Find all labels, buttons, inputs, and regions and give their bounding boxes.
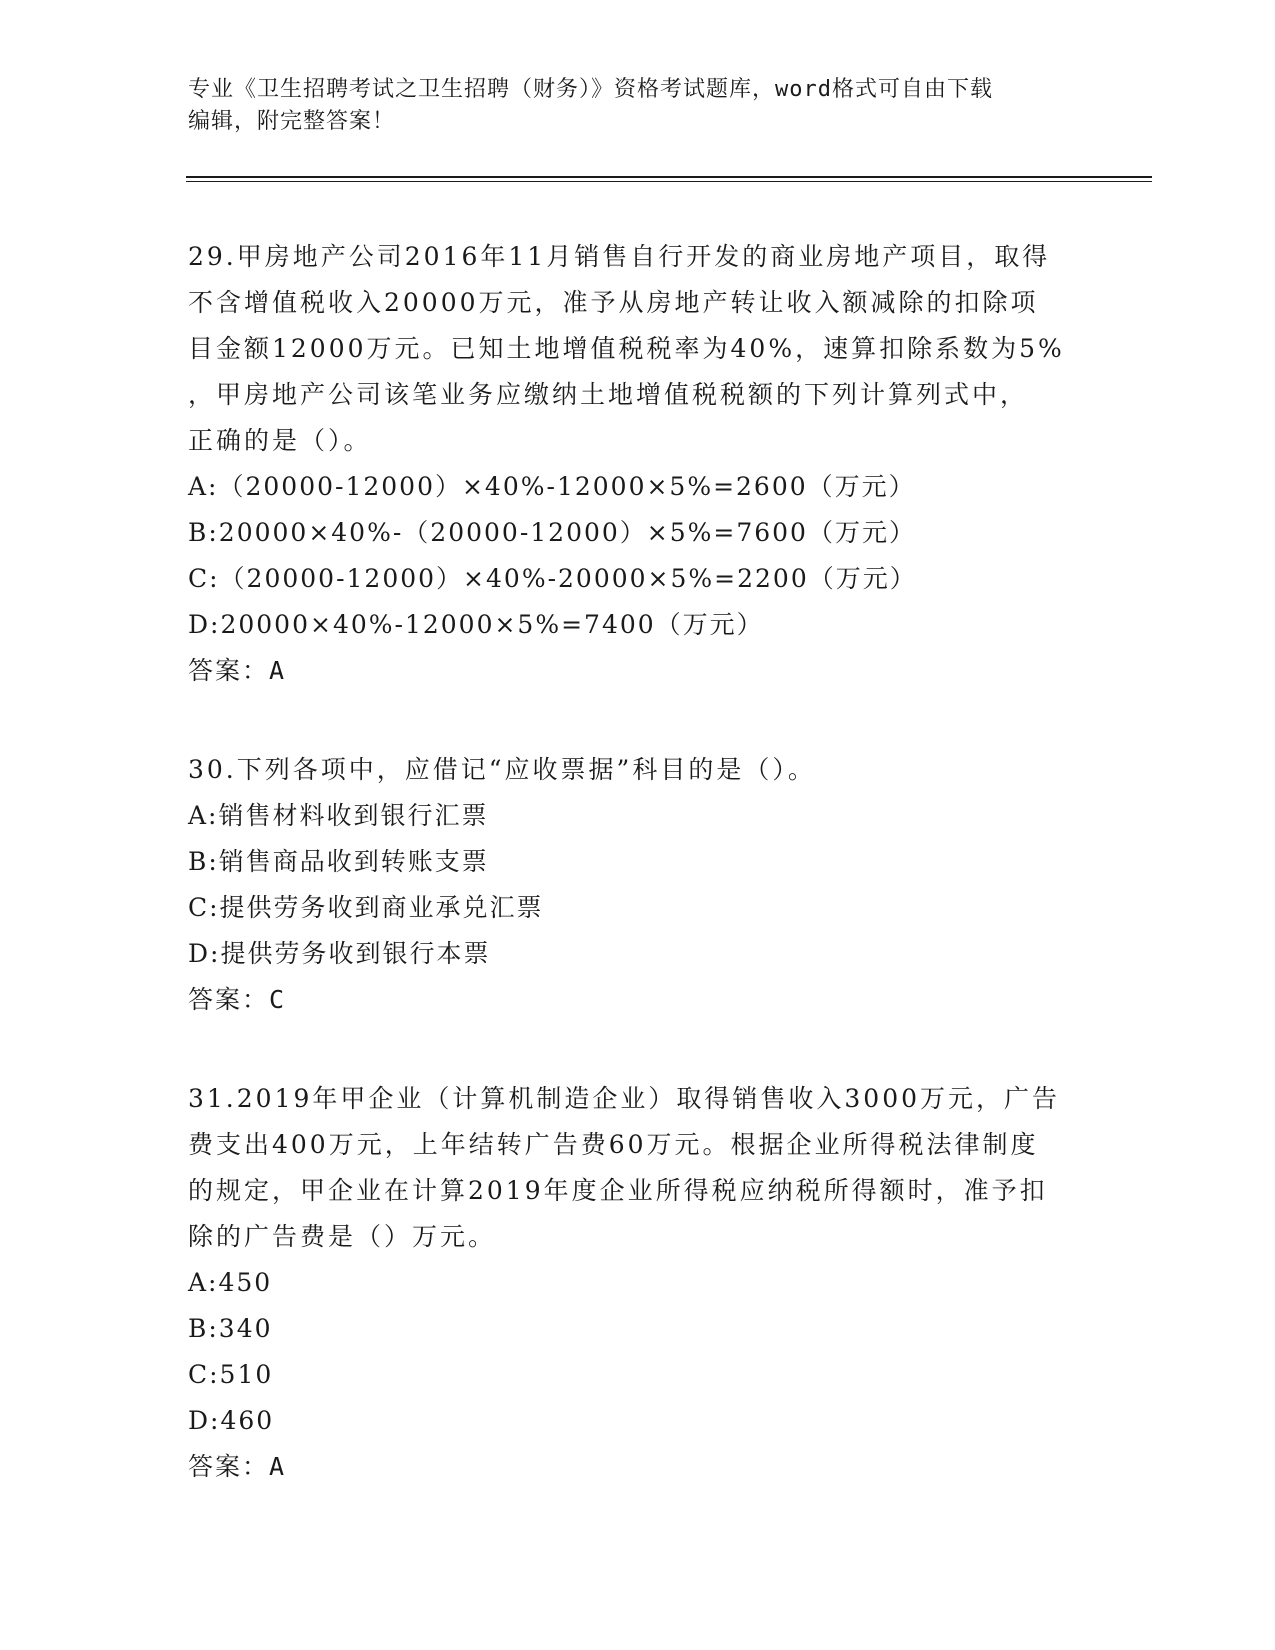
- option-b: B:340: [188, 1314, 273, 1343]
- option-a: A:销售材料收到银行汇票: [188, 801, 489, 830]
- question-30: [188, 747, 1088, 1023]
- question-stem-line: 除的广告费是（）万元。: [188, 1222, 497, 1251]
- option-b: B:20000×40%-（20000-12000）×5%=7600（万元）: [188, 518, 916, 547]
- option-c: C:提供劳务收到商业承兑汇票: [188, 893, 544, 922]
- answer-label: 答案：A: [188, 656, 287, 685]
- answer-label: 答案：C: [188, 985, 287, 1014]
- option-d: D:20000×40%-12000×5%=7400（万元）: [188, 610, 764, 639]
- question-29: [188, 234, 1088, 694]
- question-stem-line: 不含增值税收入20000万元，准予从房地产转让收入额减除的扣除项: [188, 288, 1039, 317]
- question-stem-line: 正确的是（）。: [188, 426, 372, 455]
- question-31: [188, 1076, 1088, 1490]
- header-line-1: 专业《卫生招聘考试之卫生招聘（财务）》资格考试题库，word格式可自由下载: [188, 77, 993, 102]
- option-c: C:510: [188, 1360, 274, 1389]
- question-stem-line: 31.2019年甲企业（计算机制造企业）取得销售收入3000万元，广告: [188, 1084, 1061, 1113]
- option-a: A:450: [188, 1268, 273, 1297]
- question-stem-line: ，甲房地产公司该笔业务应缴纳土地增值税税额的下列计算列式中，: [188, 380, 1029, 409]
- question-stem-line: 30.下列各项中，应借记“应收票据”科目的是（）。: [188, 755, 816, 784]
- question-stem-line: 的规定，甲企业在计算2019年度企业所得税应纳税所得额时，准予扣: [188, 1176, 1048, 1205]
- option-d: D:提供劳务收到银行本票: [188, 939, 491, 968]
- option-c: C:（20000-12000）×40%-20000×5%=2200（万元）: [188, 564, 917, 593]
- question-stem-line: 29.甲房地产公司2016年11月销售自行开发的商业房地产项目，取得: [188, 242, 1051, 271]
- document-header: [188, 74, 1088, 138]
- header-divider-thin: [186, 181, 1152, 182]
- header-line-2: 编辑，附完整答案！: [188, 109, 396, 134]
- question-list: [188, 234, 1088, 1543]
- question-stem-line: 费支出400万元，上年结转广告费60万元。根据企业所得税法律制度: [188, 1130, 1039, 1159]
- header-divider: [186, 176, 1152, 178]
- question-stem-line: 目金额12000万元。已知土地增值税税率为40%，速算扣除系数为5%: [188, 334, 1065, 363]
- option-d: D:460: [188, 1406, 275, 1435]
- option-b: B:销售商品收到转账支票: [188, 847, 489, 876]
- answer-label: 答案：A: [188, 1452, 287, 1481]
- option-a: A:（20000-12000）×40%-12000×5%=2600（万元）: [188, 472, 916, 501]
